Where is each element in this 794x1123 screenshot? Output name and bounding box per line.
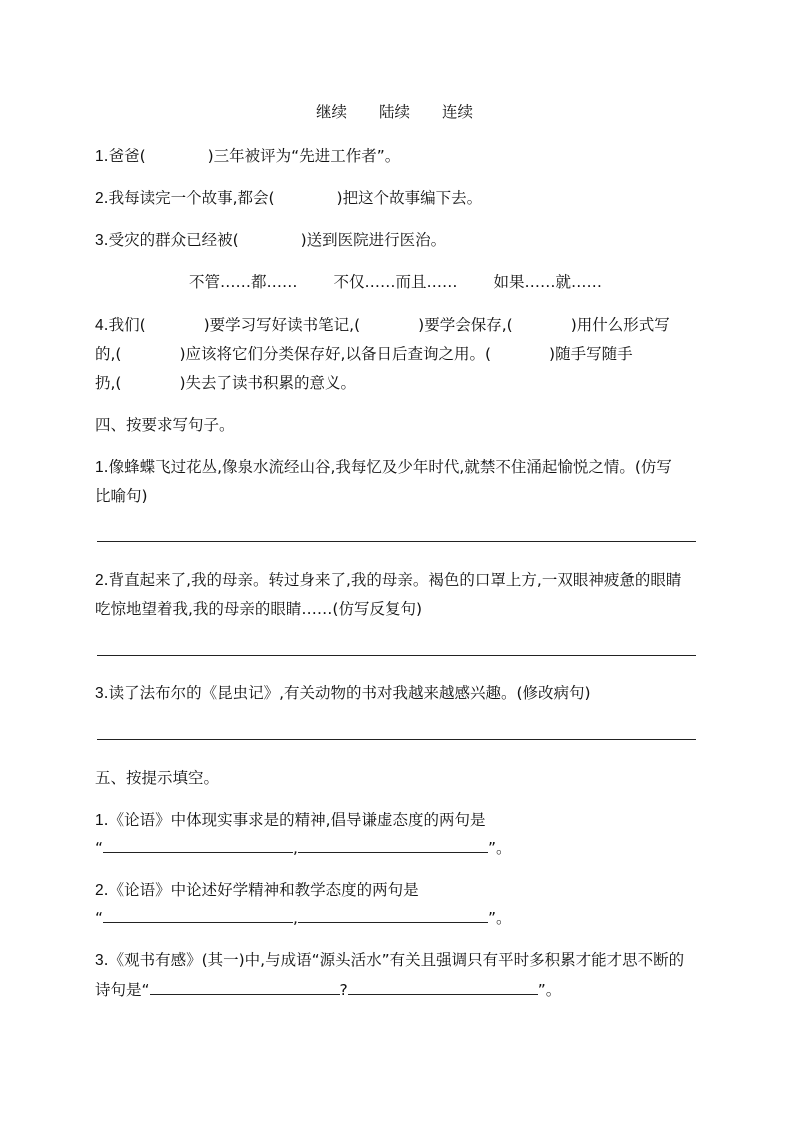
fill-1-line-2: [95, 836, 512, 858]
question-text: 像蜂蝶飞过花丛,像泉水流经山谷,我每忆及少年时代,就禁不住涌起愉悦之情。(仿写: [108, 458, 672, 476]
word-option: 继续: [316, 103, 348, 121]
rewrite-1-line-1: 1.像蜂蝶飞过花丛,像泉水流经山谷,我每忆及少年时代,就禁不住涌起愉悦之情。(仿写: [95, 458, 672, 476]
question-text: 背直起来了,我的母亲。转过身来了,我的母亲。褐色的口罩上方,一双眼神疲惫的眼睛: [108, 571, 682, 589]
question-4-line-1: 4.我们( )要学习写好读书笔记,( )要学会保存,( )用什么形式写: [95, 316, 670, 334]
fill-blank[interactable]: [298, 838, 488, 853]
word-option: 连续: [442, 103, 474, 121]
question-number: 1: [95, 459, 104, 476]
question-text: )送到医院进行医治。: [300, 231, 447, 249]
question-1: 1.爸爸( )三年被评为“先进工作者”。: [95, 147, 401, 165]
fill-1-line-1: 1.《论语》中体现实事求是的精神,倡导谦虚态度的两句是: [95, 811, 486, 829]
answer-line[interactable]: [97, 739, 696, 740]
question-number: 2: [95, 190, 104, 207]
quote-close: ”。: [487, 909, 512, 927]
separator: ?: [339, 981, 348, 999]
section-5-title: 五、按提示填空。: [95, 769, 220, 787]
separator: ,: [293, 909, 298, 927]
quote-open: “: [95, 839, 104, 857]
question-text: 《论语》中体现实事求是的精神,倡导谦虚态度的两句是: [108, 811, 486, 829]
quote-close: ”。: [487, 839, 512, 857]
quote-close: ”。: [537, 981, 562, 999]
question-text: 读了法布尔的《昆虫记》,有关动物的书对我越来越感兴趣。(修改病句): [108, 684, 591, 702]
question-number: 1: [95, 148, 104, 165]
word-bank-1: [316, 100, 473, 122]
question-text: 我每读完一个故事,都会(: [108, 189, 275, 207]
question-text: )失去了读书积累的意义。: [179, 374, 357, 392]
word-option: 如果……就……: [493, 273, 603, 291]
question-text: )三年被评为“先进工作者”。: [207, 147, 401, 165]
question-text: 我们(: [108, 316, 146, 334]
question-number: 2: [95, 572, 104, 589]
question-text: )随手写随手: [549, 345, 633, 363]
word-option: 不管……都……: [189, 273, 298, 291]
fill-blank[interactable]: [150, 980, 340, 995]
question-text: 爸爸(: [108, 147, 146, 165]
fill-blank[interactable]: [298, 908, 488, 923]
question-text: 《论语》中论述好学精神和教学态度的两句是: [108, 881, 419, 899]
quote-open: “: [95, 909, 104, 927]
question-text: )把这个故事编下去。: [336, 189, 483, 207]
question-text: )应该将它们分类保存好,以备日后查询之用。(: [179, 345, 492, 363]
question-4-line-2: [95, 342, 633, 364]
question-number: 3: [95, 685, 104, 702]
fill-blank[interactable]: [103, 838, 293, 853]
question-3: 3.受灾的群众已经被( )送到医院进行医治。: [95, 231, 447, 249]
question-text: 诗句是“: [95, 981, 150, 999]
fill-2-line-1: 2.《论语》中论述好学精神和教学态度的两句是: [95, 881, 419, 899]
rewrite-3-line-1: 3.读了法布尔的《昆虫记》,有关动物的书对我越来越感兴趣。(修改病句): [95, 684, 591, 702]
question-text: 扔,(: [95, 374, 122, 392]
question-2: 2.我每读完一个故事,都会( )把这个故事编下去。: [95, 189, 483, 207]
question-4-line-3: [95, 371, 356, 393]
question-number: 1: [95, 812, 104, 829]
rewrite-1-line-2: 比喻句): [95, 487, 148, 505]
question-number: 4: [95, 317, 104, 334]
fill-3-line-1: 3.《观书有感》(其一)中,与成语“源头活水”有关且强调只有平时多积累才能才思不断的: [95, 951, 685, 969]
word-bank-2: [189, 270, 602, 292]
question-text: 《观书有感》(其一)中,与成语“源头活水”有关且强调只有平时多积累才能才思不断的: [108, 951, 685, 969]
fill-blank[interactable]: [348, 980, 538, 995]
question-text: 的,(: [95, 345, 122, 363]
question-text: )要学会保存,(: [418, 316, 513, 334]
fill-2-line-2: [95, 906, 512, 928]
rewrite-2-line-2: 吃惊地望着我,我的母亲的眼睛……(仿写反复句): [95, 600, 423, 618]
rewrite-2-line-1: 2.背直起来了,我的母亲。转过身来了,我的母亲。褐色的口罩上方,一双眼神疲惫的眼睛: [95, 571, 682, 589]
question-text: 受灾的群众已经被(: [108, 231, 239, 249]
separator: ,: [293, 839, 298, 857]
question-number: 3: [95, 952, 104, 969]
question-text: )要学习写好读书笔记,(: [203, 316, 361, 334]
question-number: 3: [95, 232, 104, 249]
section-4-title: 四、按要求写句子。: [95, 416, 235, 434]
fill-3-line-2: [95, 978, 561, 1000]
answer-line[interactable]: [97, 655, 696, 656]
fill-blank[interactable]: [103, 908, 293, 923]
question-text: )用什么形式写: [570, 316, 670, 334]
answer-line[interactable]: [97, 541, 696, 542]
word-option: 陆续: [379, 103, 411, 121]
word-option: 不仅……而且……: [333, 273, 458, 291]
question-number: 2: [95, 882, 104, 899]
